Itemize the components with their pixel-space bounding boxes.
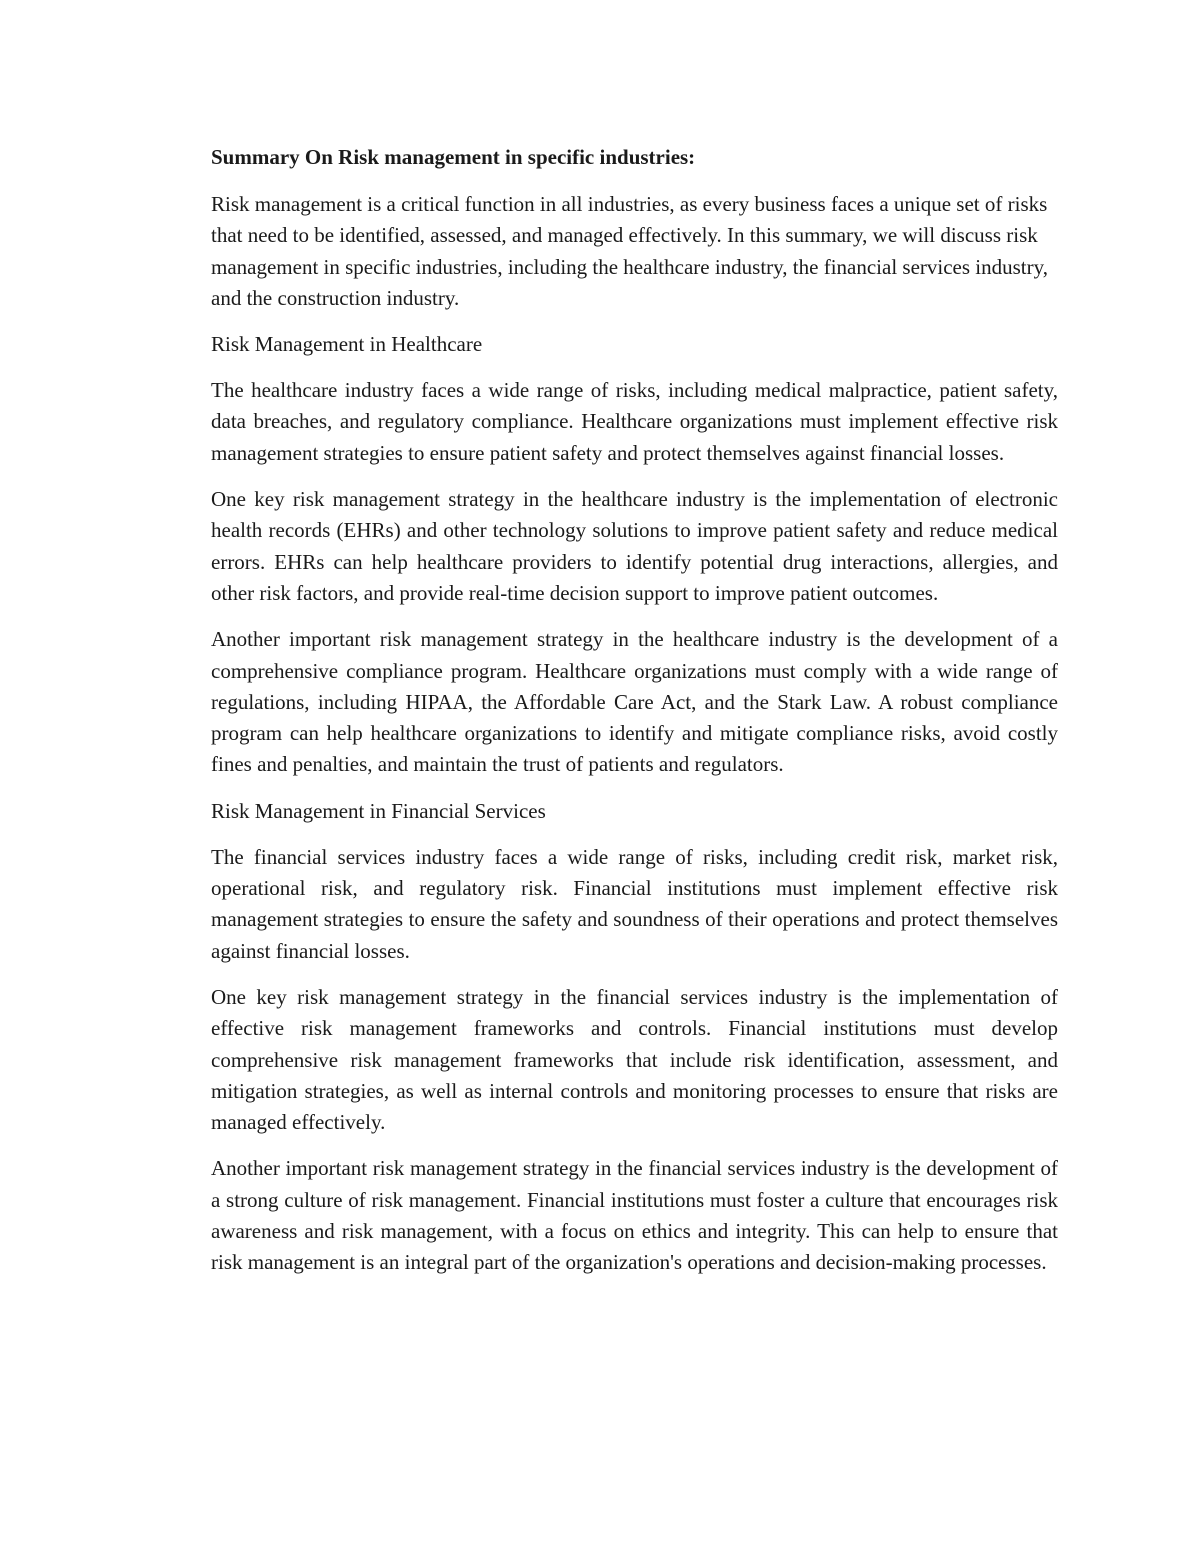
healthcare-paragraph-2: One key risk management strategy in the healthcare industry is the implementation of electronic health records (EHRs) and other technology solutions to improve patient safety and reduce medical errors. EHRs can help healthcare providers to identify potential drug interactions, allergies, and other risk factors, and provide real-time decision support to improve patient outcomes. [211,487,1058,605]
healthcare-paragraph-3: Another important risk management strategy in the healthcare industry is the development of a comprehensive compliance program. Healthcare organizations must comply with a wide range of regulations, including HIPAA, the Affordable Care Act, and the Stark Law. A robust compliance program can help healthcare organizations to identify and mitigate compliance risks, avoid costly fines and penalties, and maintain the trust of patients and regulators. [211,627,1058,777]
healthcare-heading: Risk Management in Healthcare [211,332,483,357]
financial-paragraph-3: Another important risk management strategy in the financial services industry is the development of a strong culture of risk management. Financial institutions must foster a culture that encourages risk awareness and risk management, with a focus on ethics and integrity. This can help to ensure that risk management is an integral part of the organization's operations and decision-making processes. [211,1156,1058,1275]
financial-heading: Risk Management in Financial Services [211,798,546,823]
document-title: Summary On Risk management in specific industries: [211,145,696,169]
financial-paragraph-2: One key risk management strategy in the financial services industry is the implementation of effective risk management frameworks and controls. Financial institutions must develop comprehensive risk management frameworks that include risk identification, assessment, and mitigation strategies, as well as internal controls and monitoring processes to ensure that risks are managed effectively. [211,984,1058,1135]
financial-paragraph-1: The financial services industry faces a wide range of risks, including credit risk, market risk, operational risk, and regulatory risk. Financial institutions must implement effective risk management strategies to ensure the safety and soundness of their operations and protect themselves against financial losses. [211,844,1058,963]
healthcare-paragraph-1: The healthcare industry faces a wide range of risks, including medical malpractice, patient safety, data breaches, and regulatory compliance. Healthcare organizations must implement effective risk management strategies to ensure patient safety and protect themselves against financial losses. [211,378,1058,465]
intro-paragraph: Risk management is a critical function in all industries, as every business faces a unique set of risks that need to be identified, assessed, and managed effectively. In this summary, we will discuss risk management in specific industries, including the healthcare industry, the financial services industry, and the construction industry. [211,192,1049,310]
document-page [211,142,1058,1294]
